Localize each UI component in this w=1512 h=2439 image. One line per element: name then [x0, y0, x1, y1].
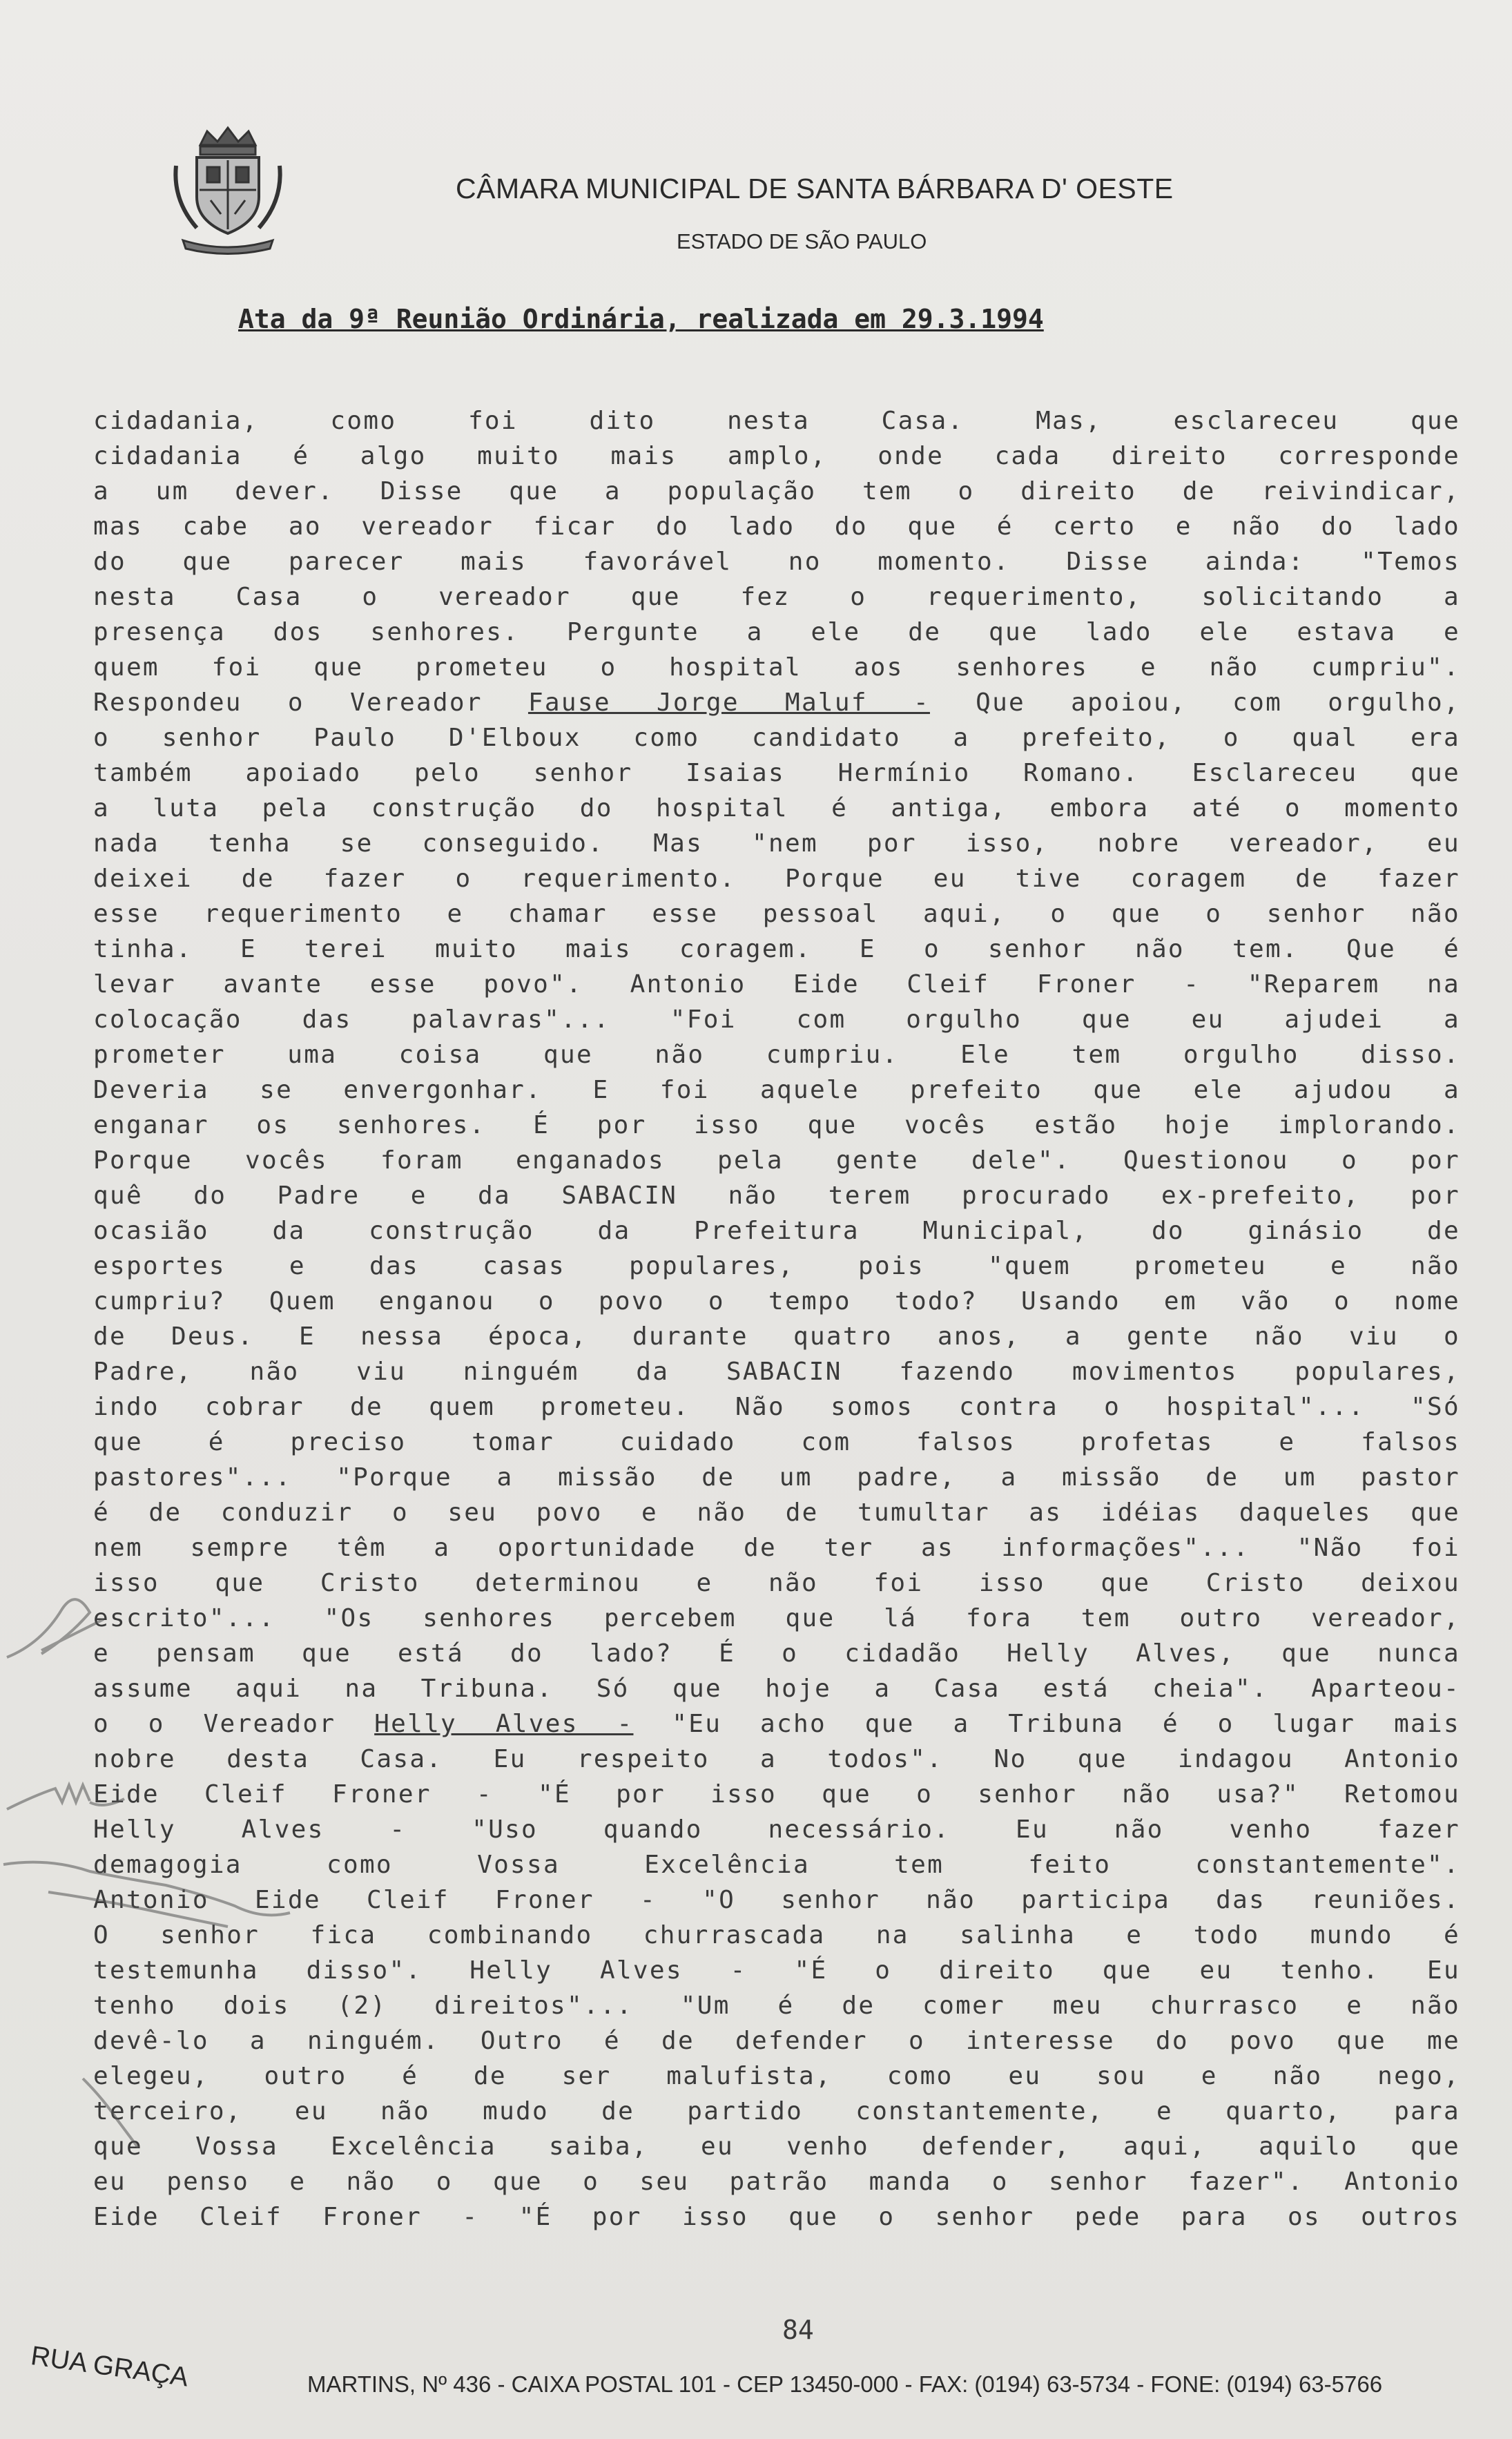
footer-address-contact: MARTINS, Nº 436 - CAIXA POSTAL 101 - CEP 13450-000 - FAX: (0194) 63-5734 - FONE: (0194) 63-5766 [307, 2371, 1383, 2397]
text-line: pastores"... "Porque a missão de um padre, a missão de um pastor [93, 1463, 1460, 1492]
text-line: cidadania é algo muito mais amplo, onde cada direito corresponde [93, 442, 1460, 470]
text-line: esse requerimento e chamar esse pessoal aqui, o que o senhor não [93, 900, 1460, 928]
text-line: Deveria se envergonhar. E foi aquele prefeito que ele ajudou a [93, 1076, 1460, 1104]
text-line: o senhor Paulo D'Elboux como candidato a prefeito, o qual era [93, 724, 1460, 752]
text-line: nem sempre têm a oportunidade de ter as informações"... "Não foi [93, 1534, 1460, 1562]
text-line: a um dever. Disse que a população tem o direito de reivindicar, [93, 477, 1460, 505]
text-line: de Deus. E nessa época, durante quatro anos, a gente não viu o [93, 1322, 1460, 1351]
text-line: do que parecer mais favorável no momento. Disse ainda: "Temos [93, 548, 1460, 576]
text-line: quê do Padre e da SABACIN não terem procurado ex-prefeito, por [93, 1182, 1460, 1210]
text-line: devê-lo a ninguém. Outro é de defender o interesse do povo que me [93, 2027, 1460, 2055]
text-line: mas cabe ao vereador ficar do lado do que é certo e não do lado [93, 512, 1460, 541]
text-line: elegeu, outro é de ser malufista, como eu sou e não nego, [93, 2062, 1460, 2090]
text-line: testemunha disso". Helly Alves - "É o direito que eu tenho. Eu [93, 1956, 1460, 1985]
text-line: isso que Cristo determinou e não foi isso que Cristo deixou [93, 1569, 1460, 1597]
text-line: Eide Cleif Froner - "É por isso que o senhor não usa?" Retomou [93, 1780, 1460, 1809]
text-line: o o Vereador Helly Alves - "Eu acho que a Tribuna é o lugar mais [93, 1710, 1460, 1738]
text-line: demagogia como Vossa Excelência tem feito constantemente". [93, 1851, 1460, 1879]
text-line: e pensam que está do lado? É o cidadão Helly Alves, que nunca [93, 1639, 1460, 1668]
text-line: Helly Alves - "Uso quando necessário. Eu não venho fazer [93, 1815, 1460, 1844]
text-line: colocação das palavras"... "Foi com orgulho que eu ajudei a [93, 1005, 1460, 1034]
text-line: enganar os senhores. É por isso que vocês estão hoje implorando. [93, 1111, 1460, 1139]
municipal-coat-of-arms-icon [169, 117, 287, 256]
text-line: indo cobrar de quem prometeu. Não somos contra o hospital"... "Só [93, 1393, 1460, 1421]
text-line: a luta pela construção do hospital é antiga, embora até o momento [93, 794, 1460, 822]
text-line: cumpriu? Quem enganou o povo o tempo todo? Usando em vão o nome [93, 1287, 1460, 1315]
minutes-body [93, 403, 1460, 2235]
text-line: Eide Cleif Froner - "É por isso que o senhor pede para os outros [93, 2203, 1460, 2231]
text-line: tinha. E terei muito mais coragem. E o senhor não tem. Que é [93, 935, 1460, 963]
text-line: que é preciso tomar cuidado com falsos profetas e falsos [93, 1428, 1460, 1456]
text-line: deixei de fazer o requerimento. Porque eu tive coragem de fazer [93, 865, 1460, 893]
minutes-heading: Ata da 9ª Reunião Ordinária, realizada em 29.3.1994 [238, 304, 1044, 334]
text-line: que Vossa Excelência saiba, eu venho defender, aqui, aquilo que [93, 2132, 1460, 2161]
text-line: Antonio Eide Cleif Froner - "O senhor não participa das reuniões. [93, 1886, 1460, 1914]
text-line: Porque vocês foram enganados pela gente dele". Questionou o por [93, 1146, 1460, 1175]
text-line: tenho dois (2) direitos"... "Um é de comer meu churrasco e não [93, 1992, 1460, 2020]
text-line: ocasião da construção da Prefeitura Municipal, do ginásio de [93, 1217, 1460, 1245]
text-line: esportes e das casas populares, pois "quem prometeu e não [93, 1252, 1460, 1280]
text-line: quem foi que prometeu o hospital aos senhores e não cumpriu". [93, 653, 1460, 682]
text-line: também apoiado pelo senhor Isaias Hermínio Romano. Esclareceu que [93, 759, 1460, 787]
footer-address-street: RUA GRAÇA [29, 2341, 191, 2393]
text-line: O senhor fica combinando churrascada na salinha e todo mundo é [93, 1921, 1460, 1949]
text-line: nada tenha se conseguido. Mas "nem por isso, nobre vereador, eu [93, 829, 1460, 858]
text-line: eu penso e não o que o seu patrão manda o senhor fazer". Antonio [93, 2168, 1460, 2196]
state-name: ESTADO DE SÃO PAULO [677, 229, 927, 253]
organization-name: CÂMARA MUNICIPAL DE SANTA BÁRBARA D' OESTE [456, 173, 1174, 204]
text-line: prometer uma coisa que não cumpriu. Ele tem orgulho disso. [93, 1041, 1460, 1069]
text-line: Padre, não viu ninguém da SABACIN fazendo movimentos populares, [93, 1358, 1460, 1386]
text-line: presença dos senhores. Pergunte a ele de que lado ele estava e [93, 618, 1460, 646]
text-line: terceiro, eu não mudo de partido constantemente, e quarto, para [93, 2097, 1460, 2125]
text-line: levar avante esse povo". Antonio Eide Cleif Froner - "Reparem na [93, 970, 1460, 999]
text-line: cidadania, como foi dito nesta Casa. Mas, esclareceu que [93, 407, 1460, 435]
text-line: é de conduzir o seu povo e não de tumultar as idéias daqueles que [93, 1498, 1460, 1527]
text-line: nobre desta Casa. Eu respeito a todos". No que indagou Antonio [93, 1745, 1460, 1773]
text-line: nesta Casa o vereador que fez o requerimento, solicitando a [93, 583, 1460, 611]
page-number: 84 [782, 2315, 814, 2345]
text-line: assume aqui na Tribuna. Só que hoje a Casa está cheia". Aparteou- [93, 1675, 1460, 1703]
text-line: Respondeu o Vereador Fause Jorge Maluf - Que apoiou, com orgulho, [93, 688, 1460, 717]
text-line: escrito"... "Os senhores percebem que lá fora tem outro vereador, [93, 1604, 1460, 1632]
